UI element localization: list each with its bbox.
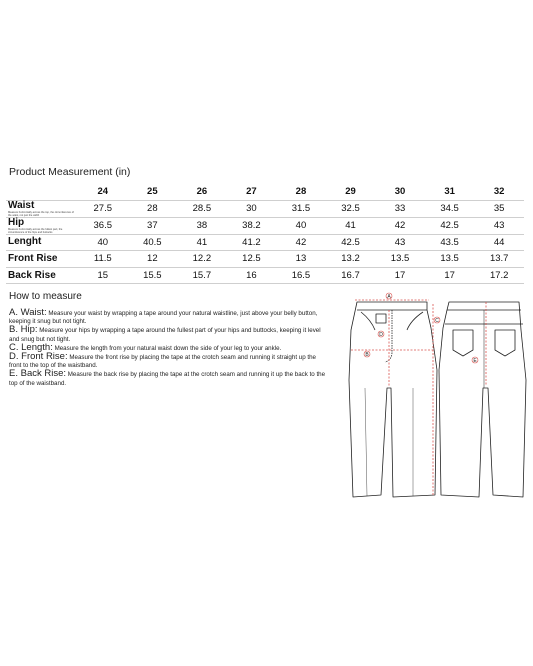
table-row-front-rise — [6, 251, 524, 268]
table-cell: 38.2 — [227, 217, 277, 234]
table-cell: 28 — [128, 200, 178, 217]
table-cell: 38 — [177, 217, 227, 234]
size-header: 26 — [177, 184, 227, 200]
marker-e-label: E — [473, 357, 477, 364]
table-cell: 42 — [375, 217, 425, 234]
pants-measurement-diagram — [345, 290, 530, 510]
table-cell: 12.5 — [227, 251, 277, 268]
table-cell: 27.5 — [78, 200, 128, 217]
row-label-note: Measure horizontally across the fullest part, the circumference of the hips and buttocks — [8, 227, 63, 234]
page-title: Product Measurement (in) — [9, 166, 131, 178]
instruction-key: B. Hip: — [9, 324, 38, 336]
size-header: 31 — [425, 184, 475, 200]
table-cell: 37 — [128, 217, 178, 234]
front-pocket-left — [361, 312, 375, 330]
size-header: 28 — [276, 184, 326, 200]
table-cell: 31.5 — [276, 200, 326, 217]
size-header-row — [6, 184, 524, 200]
table-cell: 32.5 — [326, 200, 376, 217]
table-cell: 43.5 — [425, 234, 475, 251]
table-cell: 13.7 — [474, 251, 524, 268]
table-cell: 40 — [276, 217, 326, 234]
row-label-text: Back Rise — [8, 269, 56, 281]
row-label-text: Hip — [8, 216, 25, 228]
table-cell: 13 — [276, 251, 326, 268]
table-cell: 28.5 — [177, 200, 227, 217]
instruction-text: Measure your hips by wrapping a tape around the fullest part of your hips and buttocks, keeping it level and snug but not tight. — [9, 327, 321, 343]
table-cell: 13.5 — [375, 251, 425, 268]
marker-b-label: B — [365, 351, 369, 358]
table-cell: 35 — [474, 200, 524, 217]
instruction-text: Measure the front rise by placing the tape at the crotch seam and running it straight up the front to the top of the waistband. — [9, 354, 316, 370]
size-header: 24 — [78, 184, 128, 200]
table-row-back-rise — [6, 267, 524, 284]
table-cell: 42.5 — [326, 234, 376, 251]
corner-cell — [6, 184, 78, 200]
row-label-text: Waist — [8, 199, 35, 211]
table-cell: 41 — [326, 217, 376, 234]
table-cell: 44 — [474, 234, 524, 251]
size-header: 29 — [326, 184, 376, 200]
front-leg-seam-left — [365, 388, 367, 496]
how-to-heading: How to measure — [9, 291, 82, 302]
table-cell: 41.2 — [227, 234, 277, 251]
table-cell: 12.2 — [177, 251, 227, 268]
instruction-key: A. Waist: — [9, 307, 47, 318]
table-cell: 13.5 — [425, 251, 475, 268]
marker-a-label: A — [387, 293, 391, 300]
table-cell: 13.2 — [326, 251, 376, 268]
size-chart-table — [6, 184, 524, 284]
instruction-item — [9, 370, 327, 387]
table-cell: 15.5 — [128, 267, 178, 284]
table-cell: 16.5 — [276, 267, 326, 284]
table-cell: 40.5 — [128, 234, 178, 251]
row-label — [6, 217, 78, 234]
table-cell: 33 — [375, 200, 425, 217]
instruction-item — [9, 309, 327, 326]
table-cell: 41 — [177, 234, 227, 251]
size-header: 27 — [227, 184, 277, 200]
table-cell: 16 — [227, 267, 277, 284]
instruction-text: Measure the length from your natural waist down the side of your leg to your ankle. — [54, 344, 282, 352]
instruction-key: E. Back Rise: — [9, 368, 67, 380]
row-label-text: Front Rise — [8, 252, 58, 264]
instructions-list — [9, 309, 327, 388]
table-cell: 42 — [276, 234, 326, 251]
table-cell: 11.5 — [78, 251, 128, 268]
instruction-key: C. Length: — [9, 341, 53, 353]
table-cell: 42.5 — [425, 217, 475, 234]
front-pocket-right — [407, 312, 423, 330]
table-cell: 36.5 — [78, 217, 128, 234]
row-label-text: Lenght — [8, 236, 42, 248]
table-cell: 16.7 — [326, 267, 376, 284]
table-cell: 34.5 — [425, 200, 475, 217]
instruction-text: Measure the back rise by placing the tape at the crotch seam and running it up the back to the top of the waistband. — [9, 371, 326, 387]
marker-d-label: D — [379, 331, 383, 338]
table-cell: 15.7 — [177, 267, 227, 284]
back-pocket-left — [453, 330, 473, 356]
front-pants-outline — [349, 302, 437, 497]
size-header: 25 — [128, 184, 178, 200]
row-label-note: Measure horizontally across the top, the circumference of the waist, not just the width — [8, 210, 74, 217]
table-cell: 43 — [474, 217, 524, 234]
table-cell: 15 — [78, 267, 128, 284]
table-cell: 43 — [375, 234, 425, 251]
row-label — [6, 267, 78, 284]
back-pocket-right — [495, 330, 515, 356]
marker-c-label: C — [435, 317, 439, 324]
back-pants-outline — [439, 302, 526, 497]
table-row-hip — [6, 217, 524, 234]
table-cell: 12 — [128, 251, 178, 268]
instruction-item — [9, 326, 327, 343]
table-cell: 17.2 — [474, 267, 524, 284]
coin-pocket — [376, 314, 386, 323]
size-header: 32 — [474, 184, 524, 200]
row-label — [6, 234, 78, 251]
table-cell: 17 — [375, 267, 425, 284]
instruction-text: Measure your waist by wrapping a tape around your natural waistline, just above your belly button, keeping it snug but not tight. — [9, 310, 318, 326]
instruction-key: D. Front Rise: — [9, 351, 68, 363]
row-label — [6, 251, 78, 268]
table-cell: 17 — [425, 267, 475, 284]
table-cell: 30 — [227, 200, 277, 217]
table-cell: 40 — [78, 234, 128, 251]
table-row-length — [6, 234, 524, 251]
row-label — [6, 200, 78, 217]
size-header: 30 — [375, 184, 425, 200]
table-row-waist — [6, 200, 524, 217]
